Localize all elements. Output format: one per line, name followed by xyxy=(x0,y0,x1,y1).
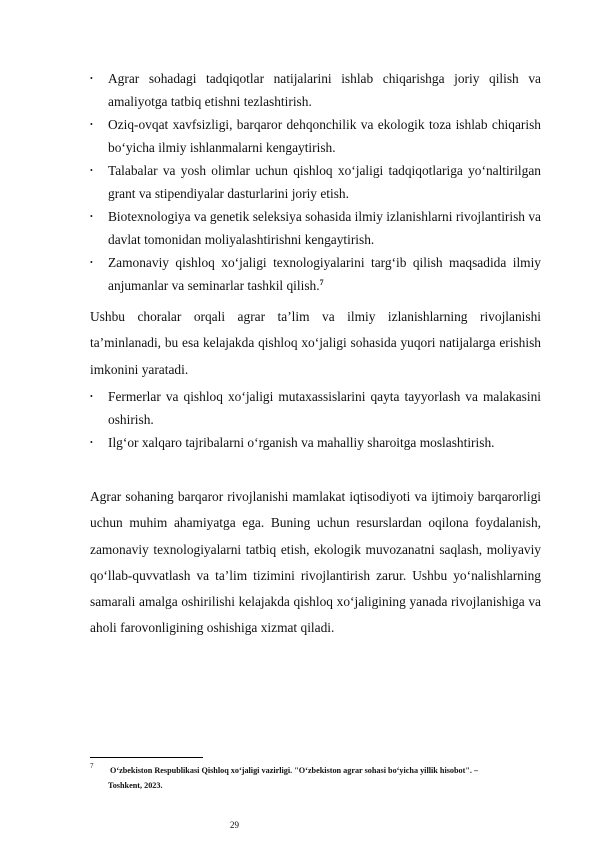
bullet-icon: • xyxy=(90,74,93,83)
bullet-icon: • xyxy=(90,258,93,267)
footnote-text xyxy=(90,763,541,793)
bullet-icon: • xyxy=(90,392,93,401)
list-item xyxy=(90,67,541,113)
footnote-reference[interactable]: 7 xyxy=(319,278,324,287)
bullet-icon: • xyxy=(90,166,93,175)
list-item xyxy=(90,205,541,251)
footnote-divider xyxy=(90,757,203,758)
footnote-line: Toshkent, 2023. xyxy=(108,781,163,790)
paragraph-summary: Ushbu choralar orqali agrar ta’lim va ilmiy izlanishlarning rivojlanishi ta’minlanadi, bu esa kelajakda qishloq xo‘jaligi sohasida yuqori natijalarga erishish imkonini yaratadi. xyxy=(90,309,541,377)
footnote-line: O‘zbekiston Respublikasi Qishloq xo‘jaligi vazirligi. "O‘zbekiston agrar sohasi bo‘yicha yillik hisobot". – xyxy=(110,766,479,775)
list-item xyxy=(90,113,541,159)
bullet-list-training xyxy=(90,385,541,454)
list-item-text: Fermerlar va qishloq xo‘jaligi mutaxassislarini qayta tayyorlash va malakasini oshirish. xyxy=(108,389,541,427)
list-item xyxy=(90,385,541,431)
list-item xyxy=(90,251,541,297)
list-item-text: Biotexnologiya va genetik seleksiya sohasida ilmiy izlanishlarni rivojlantirish va davlat tomonidan moliyalashtirishni kengaytirish. xyxy=(108,209,541,247)
bullet-icon: • xyxy=(90,438,93,447)
list-item-text-body: Zamonaviy qishloq xo‘jaligi texnologiyalarini targ‘ib qilish maqsadida ilmiy anjumanlar va seminarlar tashkil qilish. xyxy=(108,255,541,293)
list-item-text: Talabalar va yosh olimlar uchun qishloq xo‘jaligi tadqiqotlariga yo‘naltirilgan grant va stipendiyalar dasturlarini joriy etish. xyxy=(108,163,541,201)
footnote-number: 7 xyxy=(90,762,94,770)
list-item xyxy=(90,431,541,454)
bullet-icon: • xyxy=(90,120,93,129)
list-item xyxy=(90,159,541,205)
list-item-text xyxy=(108,251,541,297)
bullet-icon: • xyxy=(90,212,93,221)
page-number: 29 xyxy=(230,820,239,830)
list-item-text: Agrar sohadagi tadqiqotlar natijalarini ishlab chiqarishga joriy qilish va amaliyotga tatbiq etishni tezlashtirish. xyxy=(108,71,541,109)
paragraph-conclusion: Agrar sohaning barqaror rivojlanishi mamlakat iqtisodiyoti va ijtimoiy barqarorligi uchun muhim ahamiyatga ega. Buning uchun resurslardan oqilona foydalanish, zamonaviy texnologiyalarni tatbiq etish, ekologik muvozanatni saqlash, moliyaviy qo‘llab-quvvatlash va ta’lim tizimini rivojlantirish zarur. Ushbu yo‘nalishlarning samarali amalga oshirilishi kelajakda qishloq xo‘jaligining yanada rivojlanishiga va aholi farovonligining oshishiga xizmat qiladi. xyxy=(90,489,541,636)
list-item-text: Oziq-ovqat xavfsizligi, barqaror dehqonchilik va ekologik toza ishlab chiqarish bo‘yicha ilmiy ishlanmalarni kengaytirish. xyxy=(108,117,541,155)
list-item-text: Ilg‘or xalqaro tajribalarni o‘rganish va mahalliy sharoitga moslashtirish. xyxy=(108,435,495,450)
footnote xyxy=(90,763,541,793)
bullet-list-measures xyxy=(90,67,541,297)
